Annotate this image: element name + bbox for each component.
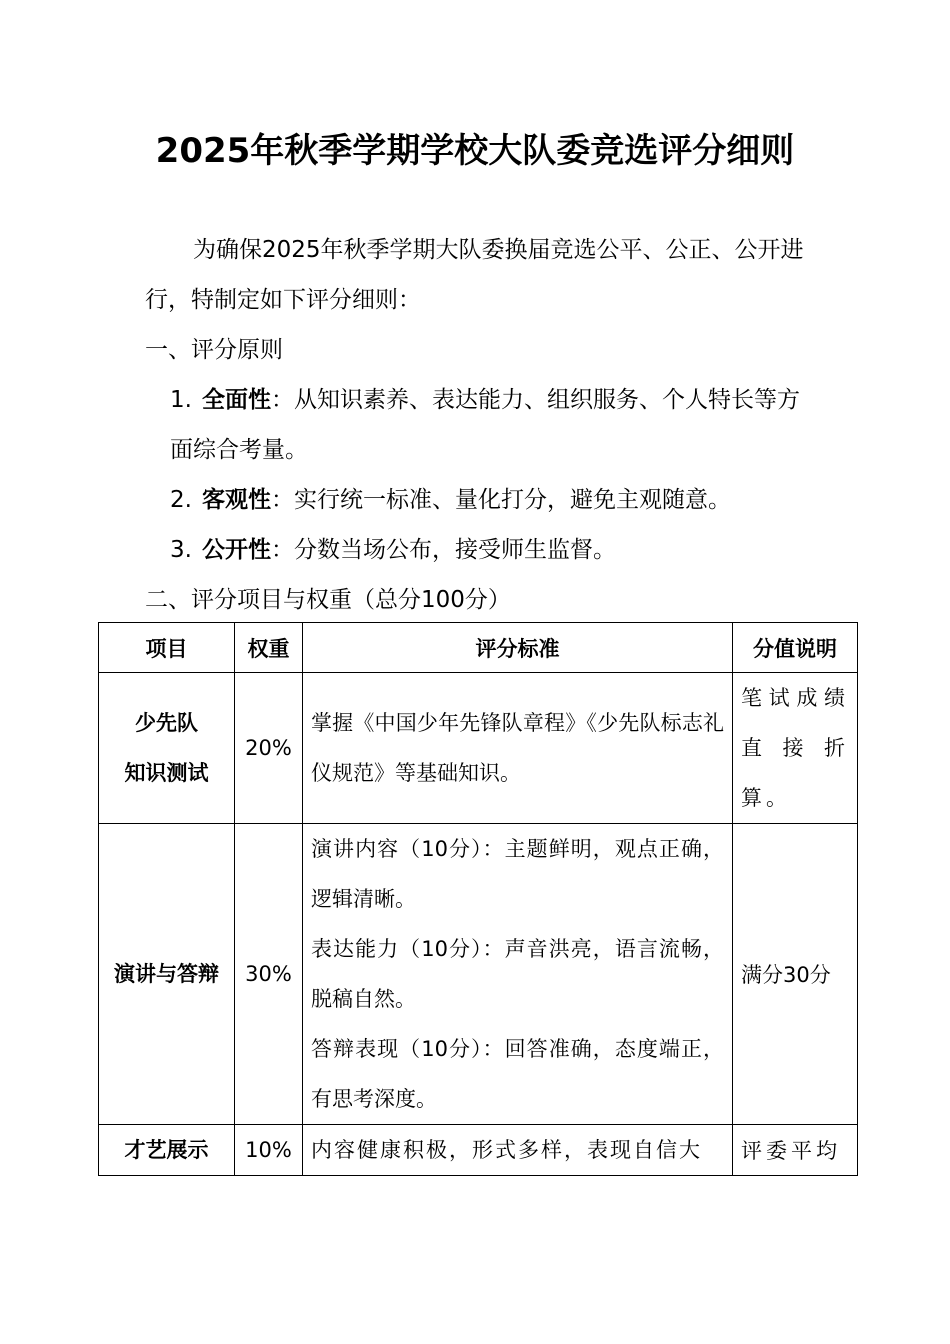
- column-header: 权重: [235, 623, 303, 673]
- standard-cell: 内容健康积极，形式多样，表现自信大: [303, 1125, 733, 1176]
- principle-text: ：分数当场公布，接受师生监督。: [271, 537, 616, 563]
- list-number: 1.: [170, 387, 192, 413]
- standard-line: 演讲内容（10分）：主题鲜明，观点正确，逻辑清晰。: [311, 837, 724, 911]
- standard-line: 答辩表现（10分）：回答准确，态度端正，有思考深度。: [311, 1037, 724, 1111]
- section-heading-principles: 一、评分原则: [145, 337, 283, 363]
- weight-cell: 30%: [235, 824, 303, 1125]
- principle-item-1: [170, 375, 820, 475]
- column-header: 评分标准: [303, 623, 733, 673]
- column-header: 项目: [99, 623, 235, 673]
- note-cell: 满分30分: [733, 824, 858, 1125]
- item-label-line: 少先队: [135, 711, 198, 735]
- item-label-line: 知识测试: [124, 761, 209, 785]
- table-header-row: [99, 623, 858, 673]
- principle-item-3: [170, 525, 616, 575]
- column-header: 分值说明: [733, 623, 858, 673]
- item-cell: 才艺展示: [99, 1125, 235, 1176]
- standard-line: 表达能力（10分）：声音洪亮，语言流畅，脱稿自然。: [311, 937, 724, 1011]
- list-number: 3.: [170, 537, 192, 563]
- table-row: [99, 824, 858, 1125]
- intro-paragraph: 为确保2025年秋季学期大队委换届竞选公平、公正、公开进行，特制定如下评分细则：: [145, 237, 804, 313]
- table-row: [99, 673, 858, 824]
- note-cell: 笔试成绩直接折算。: [733, 673, 858, 824]
- item-cell: 演讲与答辩: [99, 824, 235, 1125]
- principle-term: 公开性: [202, 537, 271, 563]
- document-title: 2025年秋季学期学校大队委竞选评分细则: [155, 131, 795, 171]
- principle-term: 客观性: [202, 487, 271, 513]
- note-cell: 评委平均: [733, 1125, 858, 1176]
- section-heading-weights: 二、评分项目与权重（总分100分）: [145, 587, 511, 613]
- weight-cell: 10%: [235, 1125, 303, 1176]
- principle-item-2: [170, 475, 731, 525]
- scoring-table: [98, 622, 858, 1176]
- weight-cell: 20%: [235, 673, 303, 824]
- principle-term: 全面性: [202, 387, 271, 413]
- standard-cell: [303, 824, 733, 1125]
- principle-text: ：从知识素养、表达能力、组织服务、个人特长等方面综合考量。: [170, 387, 800, 463]
- table-row: [99, 1125, 858, 1176]
- item-cell: [99, 673, 235, 824]
- list-number: 2.: [170, 487, 192, 513]
- principle-text: ：实行统一标准、量化打分，避免主观随意。: [271, 487, 731, 513]
- standard-cell: 掌握《中国少年先锋队章程》《少先队标志礼仪规范》等基础知识。: [303, 673, 733, 824]
